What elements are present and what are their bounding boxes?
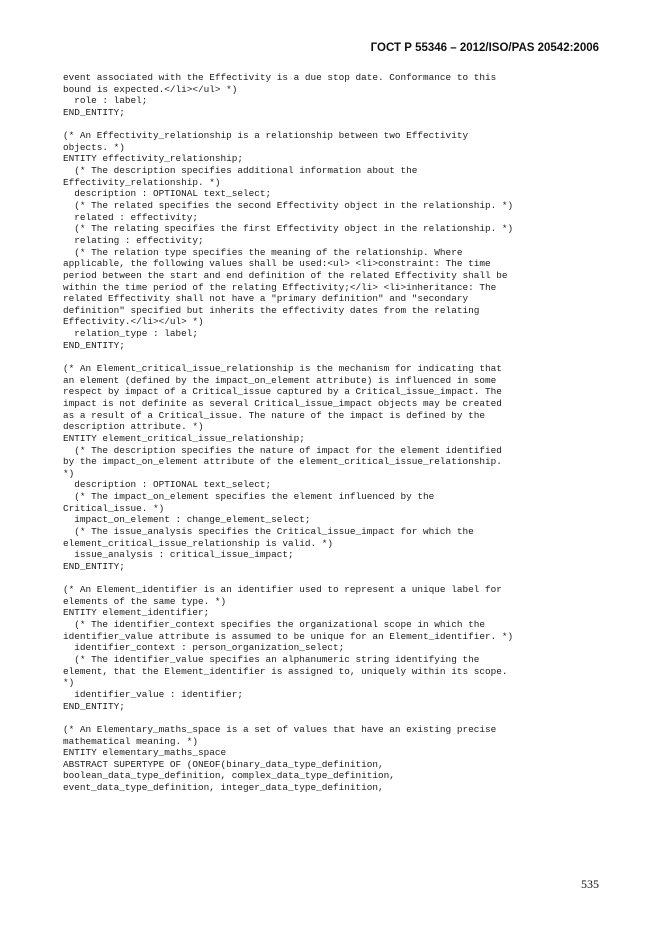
code-line: (* The relating specifies the first Effectivity object in the relationship. *) xyxy=(63,223,514,235)
code-line: an element (defined by the impact_on_element attribute) is influenced in some xyxy=(63,374,497,386)
code-line: ENTITY element_identifier; xyxy=(63,607,210,619)
code-line: (* The relation type specifies the meaning of the relationship. Where xyxy=(63,246,463,258)
code-line: role : label; xyxy=(63,95,148,107)
code-line xyxy=(63,119,608,131)
code-line: (* The related specifies the second Effectivity object in the relationship. *) xyxy=(63,200,514,212)
code-line: related : effectivity; xyxy=(63,211,199,223)
code-line: END_ENTITY; xyxy=(63,106,125,118)
code-line: (* The impact_on_element specifies the element influenced by the xyxy=(63,491,435,503)
code-line: impact is not definite as several Critical_issue_impact objects may be created xyxy=(63,397,502,409)
code-line: issue_analysis : critical_issue_impact; xyxy=(63,549,294,561)
code-line: (* The issue_analysis specifies the Critical_issue_impact for which the xyxy=(63,525,474,537)
code-line xyxy=(63,351,608,363)
code-line: related Effectivity shall not have a "primary definition" and "secondary xyxy=(63,293,469,305)
code-line: (* An Element_critical_issue_relationship is the mechanism for indicating that xyxy=(63,363,502,375)
code-line: (* The identifier_value specifies an alphanumeric string identifying the xyxy=(63,654,480,666)
code-line: identifier_value attribute is assumed to be unique for an Element_identifier. *) xyxy=(63,630,514,642)
code-line: END_ENTITY; xyxy=(63,700,125,712)
code-line: objects. *) xyxy=(63,141,125,153)
code-line: bound is expected.</li></ul> *) xyxy=(63,83,238,95)
code-line: relating : effectivity; xyxy=(63,234,204,246)
page-number: 535 xyxy=(581,877,599,891)
code-line: event associated with the Effectivity is a due stop date. Conformance to this xyxy=(63,72,497,83)
code-line: identifier_context : person_organization_select; xyxy=(63,642,345,654)
code-line: END_ENTITY; xyxy=(63,339,125,351)
code-line: Effectivity_relationship. *) xyxy=(63,176,221,188)
code-line: ABSTRACT SUPERTYPE OF (ONEOF(binary_data_type_definition, xyxy=(63,758,384,770)
code-line: element_critical_issue_relationship is valid. *) xyxy=(63,537,334,549)
code-line: relation_type : label; xyxy=(63,328,199,340)
code-line: applicable, the following values shall be used:<ul> <li>constraint: The time xyxy=(63,258,491,270)
code-line: (* The description specifies the nature of impact for the element identified xyxy=(63,444,502,456)
code-line: element, that the Element_identifier is assigned to, uniquely within its scope. xyxy=(63,665,508,677)
code-line: description : OPTIONAL text_select; xyxy=(63,479,272,491)
code-line: impact_on_element : change_element_select; xyxy=(63,514,311,526)
code-line: elements of the same type. *) xyxy=(63,595,227,607)
code-line: by the impact_on_element attribute of the element_critical_issue_relationship. xyxy=(63,456,502,468)
code-line: description attribute. *) xyxy=(63,421,204,433)
code-line: within the time period of the relating Effectivity;</li> <li>inheritance: The xyxy=(63,281,497,293)
code-line: identifier_value : identifier; xyxy=(63,688,244,700)
code-line: (* The identifier_context specifies the organizational scope in which the xyxy=(63,619,485,631)
code-line: boolean_data_type_definition, complex_data_type_definition, xyxy=(63,770,395,782)
code-line: ENTITY effectivity_relationship; xyxy=(63,153,244,165)
code-line: definition" specified but inherits the effectivity dates from the relating xyxy=(63,304,480,316)
code-line: event_data_type_definition, integer_data_type_definition, xyxy=(63,782,384,794)
code-line: END_ENTITY; xyxy=(63,560,125,572)
code-line xyxy=(63,712,608,724)
code-line: period between the start and end definition of the related Effectivity shall be xyxy=(63,269,508,281)
code-line: ENTITY elementary_maths_space xyxy=(63,747,227,759)
code-line: respect by impact of a Critical_issue captured by a Critical_issue_impact. The xyxy=(63,386,502,398)
code-line: (* An Element_identifier is an identifier used to represent a unique label for xyxy=(63,584,502,596)
code-line: *) xyxy=(63,677,75,689)
code-line: description : OPTIONAL text_select; xyxy=(63,188,272,200)
code-line: as a result of a Critical_issue. The nature of the impact is defined by the xyxy=(63,409,485,421)
document-header: ГОСТ Р 55346 – 2012/ISO/PAS 20542:2006 xyxy=(370,42,599,54)
code-line: Critical_issue. *) xyxy=(63,502,165,514)
code-line xyxy=(63,573,608,585)
code-line: mathematical meaning. *) xyxy=(63,735,199,747)
express-code-block xyxy=(63,72,608,794)
code-line: ENTITY element_critical_issue_relationship; xyxy=(63,432,305,444)
code-line: *) xyxy=(63,467,75,479)
code-line: Effectivity.</li></ul> *) xyxy=(63,316,204,328)
code-line: (* An Elementary_maths_space is a set of values that have an existing precise xyxy=(63,723,497,735)
code-line: (* The description specifies additional information about the xyxy=(63,165,418,177)
code-line: (* An Effectivity_relationship is a relationship between two Effectivity xyxy=(63,130,469,142)
